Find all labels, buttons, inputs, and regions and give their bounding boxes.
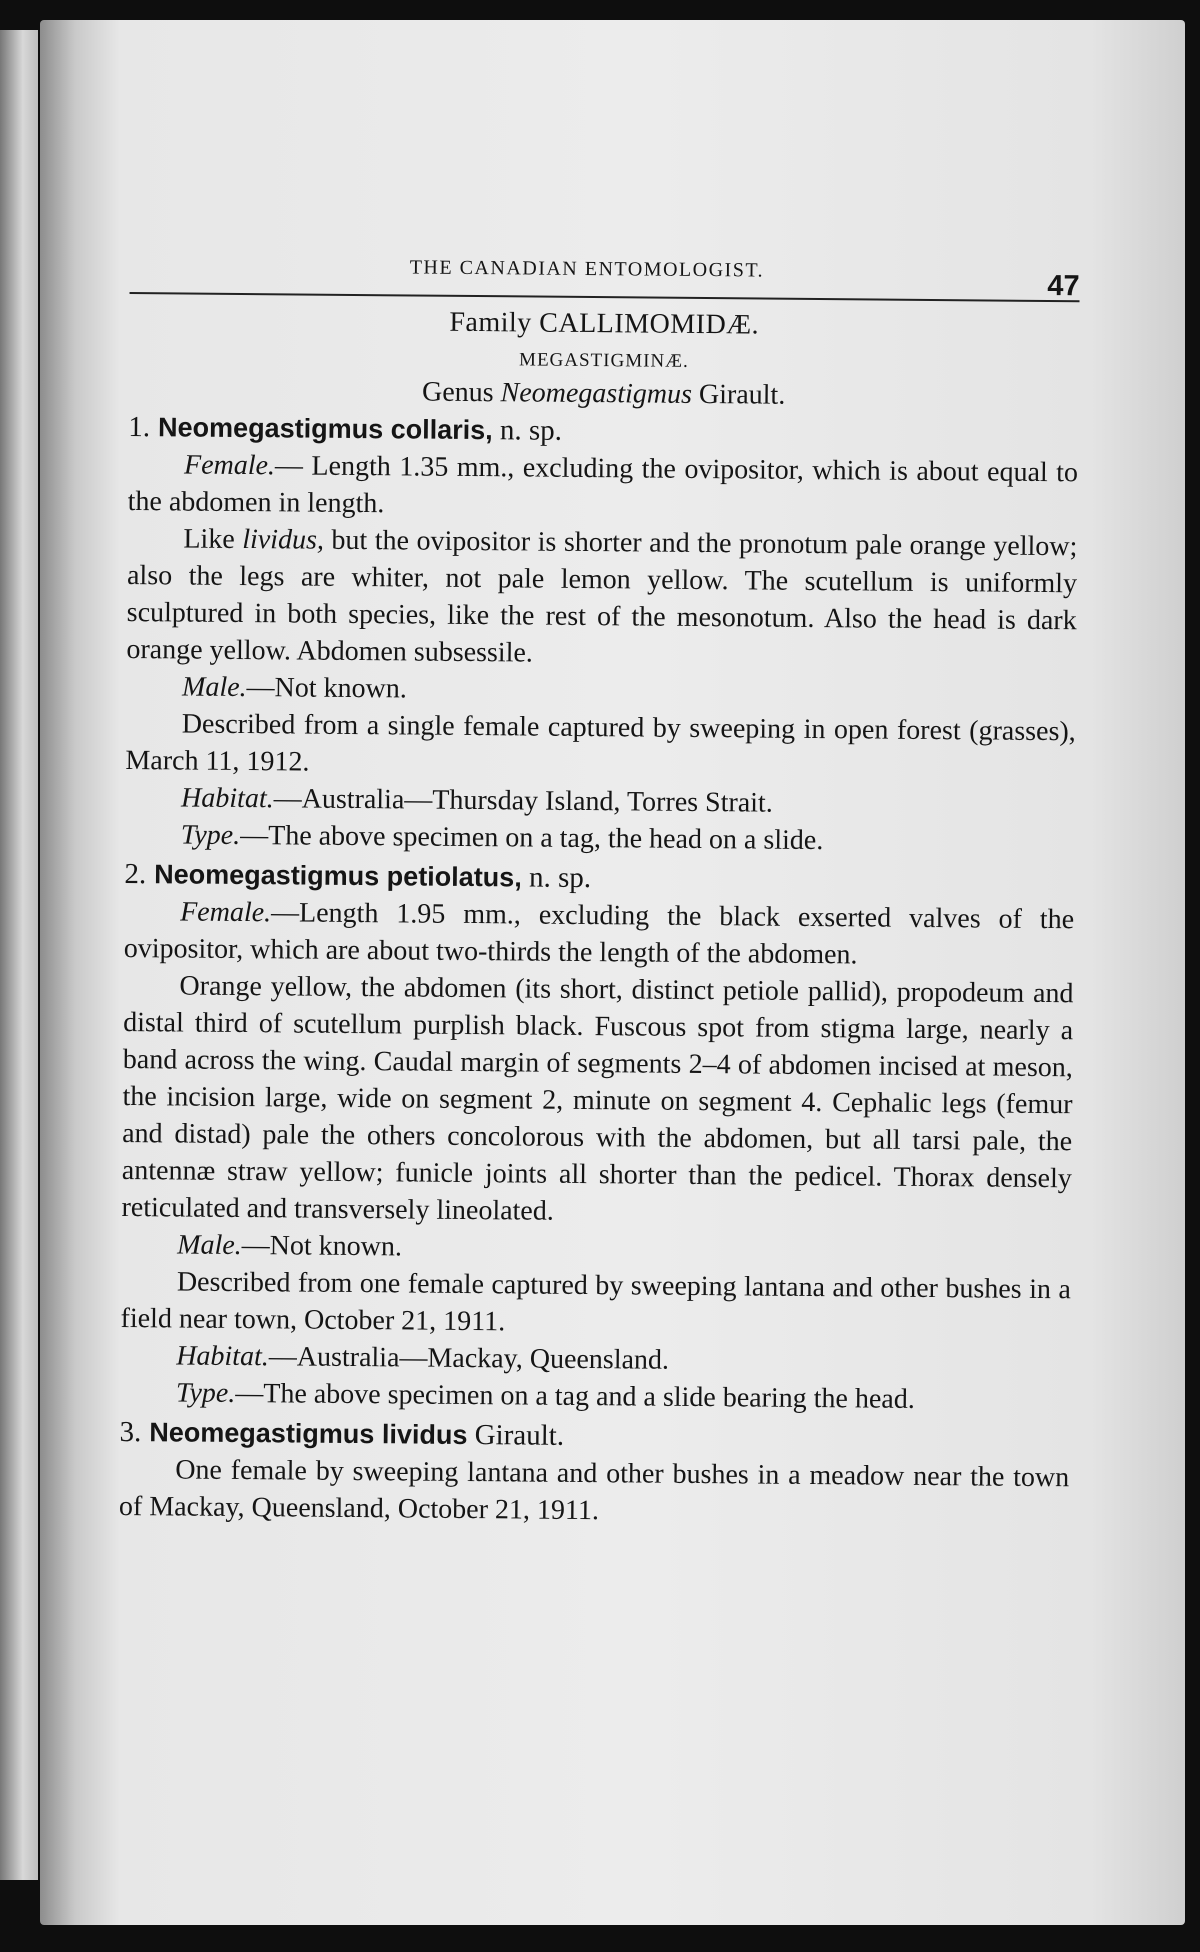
species-name: Neomegastigmus petiolatus, bbox=[154, 859, 522, 893]
female-text: —Length 1.95 mm., excluding the black exserted valves of the ovipositor, which are about two-thirds the length of the abdomen. bbox=[123, 897, 1075, 971]
comparison-pre: Like bbox=[183, 523, 243, 555]
type-text: —The above specimen on a tag and a slide bearing the head. bbox=[235, 1377, 915, 1415]
family-heading: Family CALLIMOMIDÆ. bbox=[449, 306, 760, 341]
page-header bbox=[130, 240, 1080, 302]
species-number: 2. bbox=[124, 857, 147, 891]
species-number: 3. bbox=[119, 1415, 142, 1449]
type-line bbox=[120, 1374, 1070, 1419]
type-line bbox=[125, 816, 1075, 861]
page-number: 47 bbox=[1047, 270, 1080, 303]
running-head: THE CANADIAN ENTOMOLOGIST. bbox=[409, 256, 765, 282]
species-name: Neomegastigmus lividus bbox=[149, 1417, 468, 1450]
species-entry-lividus bbox=[119, 1413, 1070, 1533]
female-description bbox=[124, 893, 1075, 975]
described-from: Described from a single female captured by sweeping in open forest (grasses), March 11, 1912. bbox=[125, 708, 1076, 778]
habitat-label: Habitat. bbox=[180, 782, 274, 815]
female-text: — Length 1.35 mm., excluding the ovipositor, which is about equal to the abdomen in length. bbox=[127, 450, 1079, 520]
species-entry-collaris bbox=[125, 408, 1079, 861]
habitat-text: —Australia—Thursday Island, Torres Strait. bbox=[273, 783, 773, 819]
species-entry-petiolatus bbox=[120, 855, 1075, 1419]
comparison-italic: lividus, bbox=[242, 523, 325, 556]
genus-heading bbox=[129, 374, 1079, 414]
description-paragraph: Orange yellow, the abdomen (its short, distinct petiole pallid), propodeum and distal third of scutellum purplish black. Fuscous spot from stigma large, nearly a band across the wing. Caudal margin of segments 2–4 of abdomen incised at meson, the incision large, wide on segment 2, minute on segment 4. Cephalic legs (femur and distad) pale the others concolorous with the abdomen, but all tarsi pale, the antennæ straw yellow; funicle joints all shorter than the pedicel. Thorax densely reticulated and transversely lineolated. bbox=[121, 970, 1074, 1227]
male-text: —Not known. bbox=[246, 672, 407, 705]
type-text: —The above specimen on a tag, the head on a slide. bbox=[240, 819, 824, 857]
species-name: Neomegastigmus collaris, bbox=[157, 412, 493, 446]
habitat-text: —Australia—Mackay, Queensland. bbox=[268, 1341, 670, 1376]
genus-prefix: Genus bbox=[421, 376, 501, 409]
species-suffix: n. sp. bbox=[492, 414, 563, 447]
book-page bbox=[40, 20, 1185, 1925]
female-description bbox=[128, 446, 1079, 528]
species-number: 1. bbox=[128, 410, 151, 444]
described-from: Described from one female captured by sweeping lantana and other bushes in a field near town, October 21, 1911. bbox=[120, 1266, 1072, 1338]
adjacent-page-edge bbox=[0, 30, 38, 1880]
genus-author: Girault. bbox=[691, 378, 786, 411]
female-label: Female. bbox=[180, 896, 272, 929]
habitat-label: Habitat. bbox=[176, 1340, 269, 1373]
type-label: Type. bbox=[180, 819, 241, 851]
male-label: Male. bbox=[181, 671, 247, 704]
collection-record: One female by sweeping lantana and other bushes in a meadow near the town of Mackay, Queensland, October 21, 1911. bbox=[118, 1454, 1070, 1527]
male-text: —Not known. bbox=[241, 1230, 403, 1263]
male-label: Male. bbox=[177, 1229, 242, 1262]
species-suffix: n. sp. bbox=[521, 861, 592, 895]
subfamily-heading: MEGASTIGMINÆ. bbox=[519, 349, 689, 372]
comparison-paragraph bbox=[126, 520, 1077, 676]
genus-name: Neomegastigmus bbox=[500, 377, 693, 410]
species-suffix: Girault. bbox=[467, 1418, 565, 1452]
female-label: Female. bbox=[183, 449, 276, 482]
type-label: Type. bbox=[175, 1377, 236, 1409]
page-content bbox=[119, 240, 1080, 1533]
comparison-post: but the ovipositor is shorter and the pronotum pale orange yellow; also the legs are whiter, not pale lemon yellow. The scutellum is uniformly sculptured in both species, like the rest of the mesonotum. Also the head is dark orange yellow. Abdomen subsessile. bbox=[126, 524, 1078, 669]
